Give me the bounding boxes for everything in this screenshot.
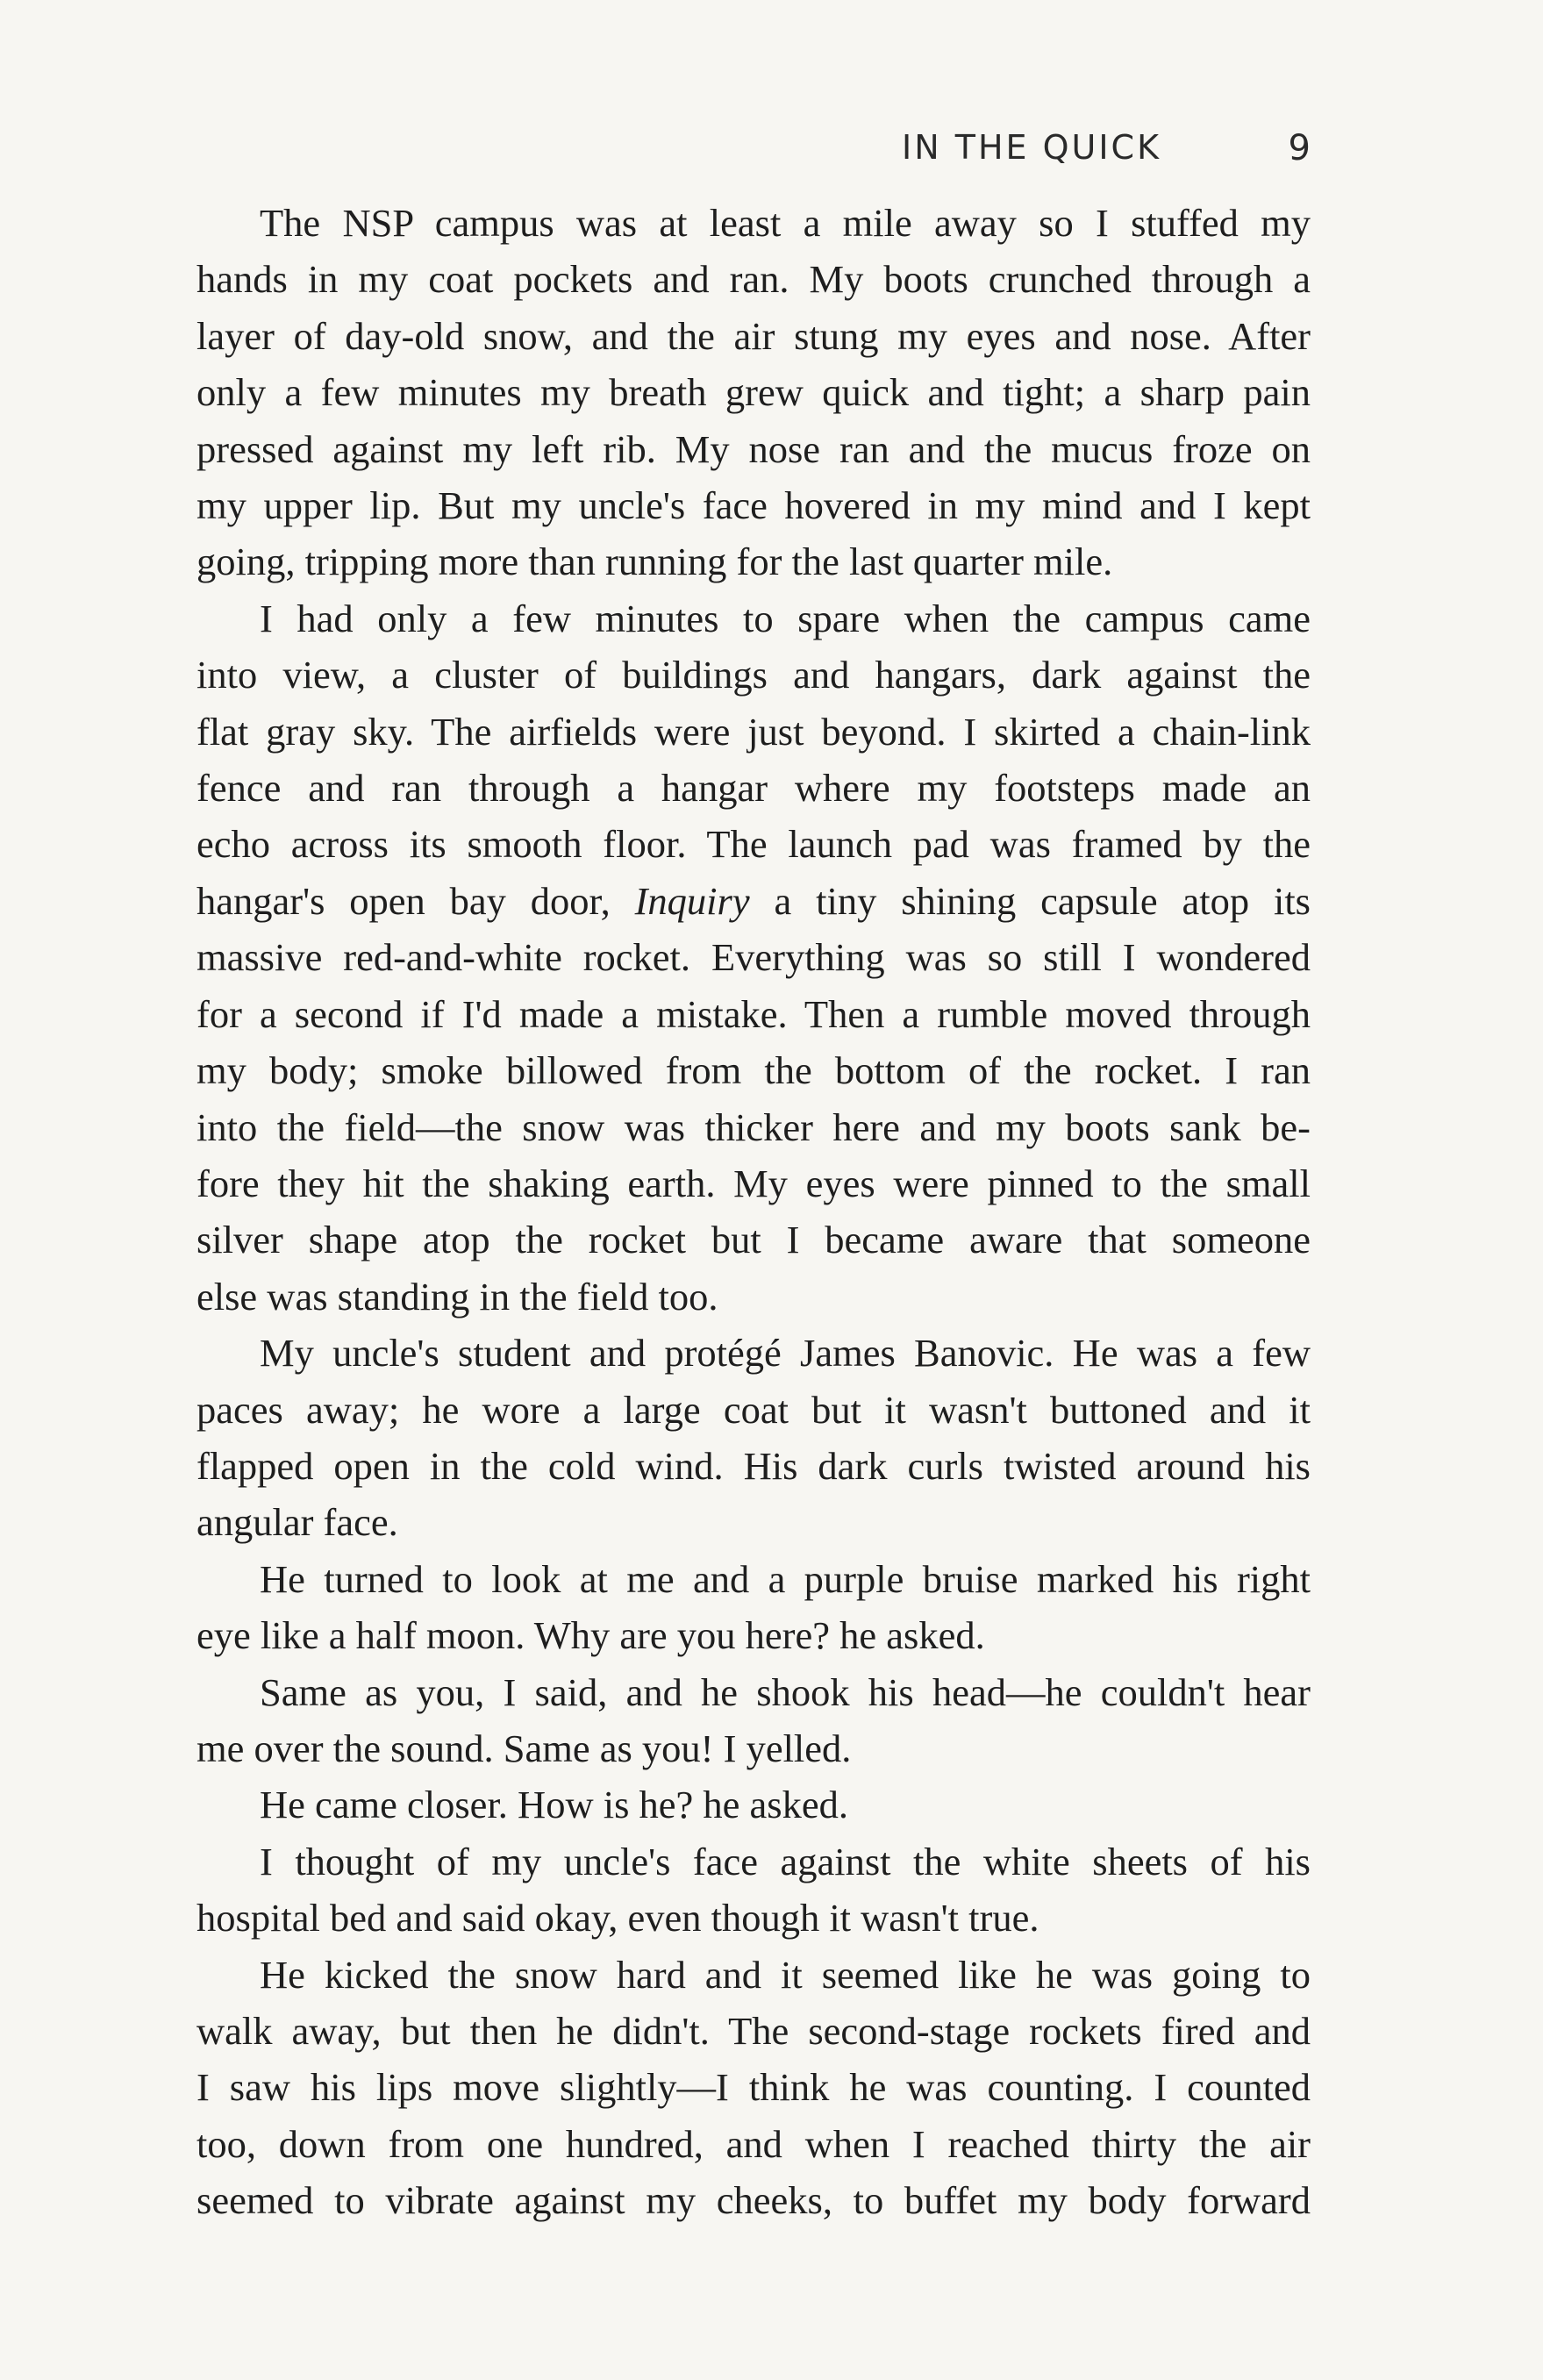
text-line: I saw his lips move slightly—I think he was counting. I counted	[196, 2065, 1311, 2110]
text-line: paces away; he wore a large coat but it wasn't buttoned and it	[196, 1387, 1311, 1432]
text-line: my body; smoke billowed from the bottom of the rocket. I ran	[196, 1048, 1311, 1093]
text-line: hospital bed and said okay, even though it wasn't true.	[196, 1896, 1039, 1940]
text-line: too, down from one hundred, and when I reached thirty the air	[196, 2121, 1311, 2166]
paragraph	[196, 1947, 1311, 2229]
text-segment: a tiny shining capsule atop its	[749, 878, 1311, 923]
text-line: seemed to vibrate against my cheeks, to buffet my body forward	[196, 2178, 1311, 2223]
text-line: flapped open in the cold wind. His dark curls twisted around his	[196, 1443, 1311, 1488]
text-line: massive red-and-white rocket. Everything was so still I wondered	[196, 935, 1311, 980]
text-line: angular face.	[196, 1500, 398, 1545]
paragraph	[196, 1833, 1311, 1947]
paragraph	[196, 1664, 1311, 1777]
text-line: My uncle's student and protégé James Banovic. He was a few	[260, 1331, 1311, 1376]
text-line: He kicked the snow hard and it seemed like he was going to	[260, 1952, 1311, 1997]
text-line: only a few minutes my breath grew quick and tight; a sharp pain	[196, 370, 1311, 415]
paragraph	[196, 1551, 1311, 1664]
text-line: The NSP campus was at least a mile away so I stuffed my	[260, 201, 1311, 245]
page-number: 9	[1288, 128, 1311, 168]
text-line: eye like a half moon. Why are you here? he asked.	[196, 1613, 985, 1658]
text-line: else was standing in the field too.	[196, 1274, 718, 1319]
text-line: fence and ran through a hangar where my footsteps made an	[196, 766, 1311, 811]
text-line: me over the sound. Same as you! I yelled.	[196, 1726, 852, 1770]
text-line: I had only a few minutes to spare when the campus came	[260, 596, 1311, 640]
text-line: layer of day-old snow, and the air stung my eyes and nose. After	[196, 313, 1311, 358]
text-line-with-italic	[196, 873, 1311, 929]
paragraph	[196, 1325, 1311, 1551]
text-line: into view, a cluster of buildings and hangars, dark against the	[196, 653, 1311, 697]
text-line: my upper lip. But my uncle's face hovered in my mind and I kept	[196, 483, 1311, 528]
paragraph	[196, 590, 1311, 1325]
text-line: He came closer. How is he? he asked.	[260, 1783, 848, 1827]
paragraph	[196, 195, 1311, 590]
text-line: walk away, but then he didn't. The second-stage rockets fired and	[196, 2009, 1311, 2053]
text-line: for a second if I'd made a mistake. Then a rumble moved through	[196, 991, 1311, 1036]
text-segment: hangar's open bay door,	[196, 878, 635, 923]
text-line: going, tripping more than running for the last quarter mile.	[196, 540, 1113, 584]
text-line: flat gray sky. The airfields were just beyond. I skirted a chain-link	[196, 709, 1311, 754]
body-text	[196, 195, 1311, 2229]
italic-title: Inquiry	[634, 878, 750, 923]
text-line: Same as you, I said, and he shook his head—he couldn't hear	[260, 1669, 1311, 1714]
text-line: pressed against my left rib. My nose ran and the mucus froze on	[196, 426, 1311, 471]
text-line: fore they hit the shaking earth. My eyes were pinned to the small	[196, 1161, 1311, 1205]
text-line: into the field—the snow was thicker here and my boots sank be-	[196, 1104, 1311, 1149]
running-head	[196, 125, 1311, 177]
running-title: IN THE QUICK	[902, 128, 1161, 167]
text-line: I thought of my uncle's face against the white sheets of his	[260, 1839, 1311, 1883]
text-line: echo across its smooth floor. The launch pad was framed by the	[196, 822, 1311, 867]
text-line: hands in my coat pockets and ran. My boots crunched through a	[196, 257, 1311, 302]
text-line: silver shape atop the rocket but I became aware that someone	[196, 1218, 1311, 1262]
paragraph	[196, 1776, 1311, 1833]
text-line: He turned to look at me and a purple bruise marked his right	[260, 1556, 1311, 1601]
